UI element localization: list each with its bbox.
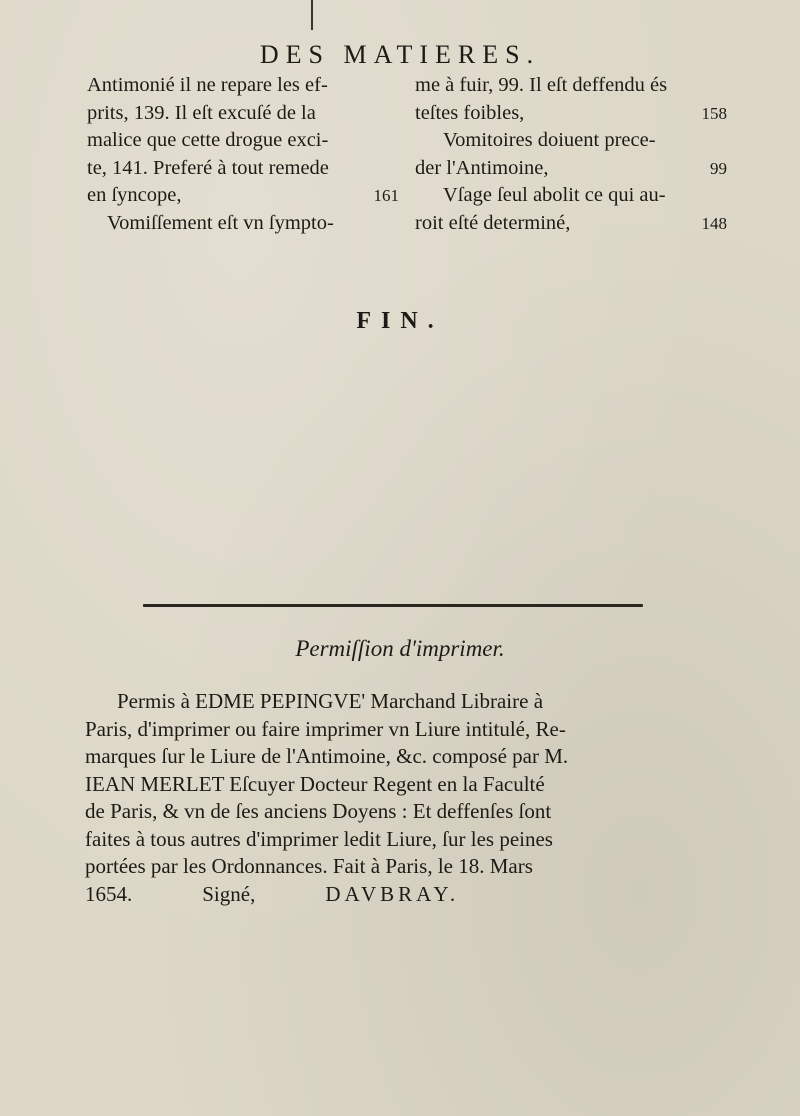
index-page-number: 148	[701, 213, 727, 233]
page-edge-mark	[311, 0, 313, 30]
index-line	[415, 72, 727, 100]
index-page-number: 161	[373, 186, 399, 205]
index-page-number: 158	[701, 103, 727, 123]
privilege-line: marques ſur le Liure de l'Antimoine, &c. composé par M.	[85, 744, 569, 768]
index-line	[415, 155, 727, 183]
index-entry-text: malice que cette drogue exci-	[87, 129, 329, 151]
privilege-line: IEAN MERLET Eſcuyer Docteur Regent en la Faculté	[85, 771, 545, 796]
horizontal-rule	[143, 604, 643, 607]
index-line	[415, 210, 727, 238]
index-page-number: 99	[710, 158, 727, 178]
index-entry-text: Antimonié il ne repare les ef-	[87, 74, 328, 96]
privilege-last-line	[85, 881, 679, 909]
index-line	[87, 155, 399, 183]
index-column-right	[415, 72, 727, 237]
index-line	[415, 127, 727, 155]
index-line	[87, 100, 399, 128]
index-entry-text: Vſage ſeul abolit ce qui au-	[443, 184, 666, 206]
privilege-title: Permiſſion d'imprimer.	[295, 636, 505, 661]
index-line	[87, 72, 399, 100]
index-entry-text: Vomitoires doiuent prece-	[443, 129, 656, 151]
index-line	[87, 127, 399, 155]
signatory-name: DAVBRAY.	[325, 881, 460, 906]
privilege-date-year: 1654.	[85, 881, 133, 906]
index-entry-text: me à fuir, 99. Il eſt deffendu és	[415, 74, 668, 96]
signed-label: Signé,	[202, 881, 256, 906]
index-columns	[87, 72, 727, 237]
index-line	[87, 210, 399, 238]
index-entry-text: roit eſté determiné,	[415, 211, 571, 234]
privilege-line: Permis à EDME PEPINGVE' Marchand Libraire à	[117, 689, 544, 713]
index-entry-text: Vomiſſement eſt vn ſympto-	[107, 211, 334, 234]
privilege-line: Paris, d'imprimer ou faire imprimer vn Liure intitulé, Re-	[85, 716, 566, 741]
index-entry-text: prits, 139. Il eſt excuſé de la	[87, 101, 316, 124]
index-column-left	[87, 72, 399, 237]
running-head: DES MATIERES.	[259, 40, 541, 69]
privilege-line: faites à tous autres d'imprimer ledit Liure, ſur les peines	[85, 826, 553, 851]
index-line	[415, 100, 727, 128]
index-entry-text: te, 141. Preferé à tout remede	[87, 156, 329, 179]
index-entry-text: der l'Antimoine,	[415, 156, 549, 179]
index-entry-text: teſtes foibles,	[415, 101, 525, 124]
fin-mark: FIN.	[356, 308, 444, 334]
privilege-line: portées par les Ordonnances. Fait à Paris, le 18. Mars	[85, 854, 533, 878]
index-line	[415, 182, 727, 210]
index-entry-text: en ſyncope,	[87, 184, 182, 206]
privilege-body	[85, 688, 679, 908]
privilege-line: de Paris, & vn de ſes anciens Doyens : Et deffenſes ſont	[85, 799, 552, 823]
index-line	[87, 182, 399, 210]
